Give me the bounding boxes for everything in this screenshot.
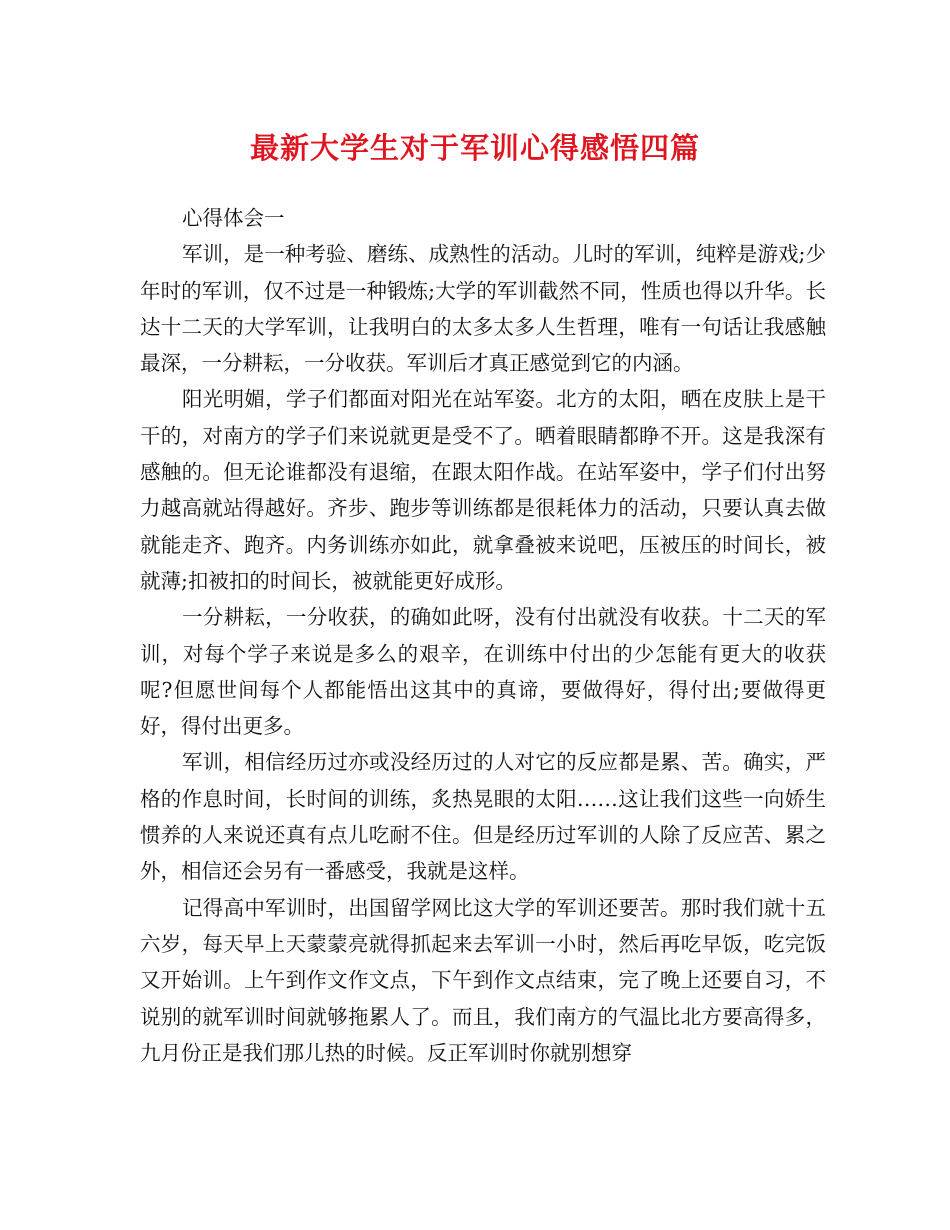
- document-title: 最新大学生对于军训心得感悟四篇: [249, 131, 700, 165]
- paragraph-2: 阳光明媚，学子们都面对阳光在站军姿。北方的太阳，晒在皮肤上是干干的，对南方的学子们来说就更是受不了。晒着眼睛都睁不开。这是我深有感触的。但无论谁都没有退缩，在跟太阳作战。在站军姿中，学子们付出努力越高就站得越好。齐步、跑步等训练都是很耗体力的活动，只要认真去做就能走齐、跑齐。内务训练亦如此，就拿叠被来说吧，压被压的时间长，被就薄;扣被扣的时间长，被就能更好成形。: [140, 387, 826, 593]
- document-body: [140, 200, 826, 1071]
- paragraph-5: 记得高中军训时，出国留学网比这大学的军训还要苦。那时我们就十五六岁，每天早上天蒙蒙亮就得抓起来去军训一小时，然后再吃早饭，吃完饭又开始训。上午到作文作文点，下午到作文点结束，完了晚上还要自习，不说别的就军训时间就够拖累人了。而且，我们南方的气温比北方要高得多，九月份正是我们那儿热的时候。反正军训时你就别想穿: [140, 895, 826, 1065]
- paragraph-1: 军训，是一种考验、磨练、成熟性的活动。儿时的军训，纯粹是游戏;少年时的军训，仅不过是一种锻炼;大学的军训截然不同，性质也得以升华。长达十二天的大学军训，让我明白的太多太多人生哲理，唯有一句话让我感触最深，一分耕耘，一分收获。军训后才真正感觉到它的内涵。: [140, 242, 826, 376]
- paragraph-4: 军训，相信经历过亦或没经历过的人对它的反应都是累、苦。确实，严格的作息时间，长时间的训练，炙热晃眼的太阳……这让我们这些一向娇生惯养的人来说还真有点儿吃耐不住。但是经历过军训的人除了反应苦、累之外，相信还会另有一番感受，我就是这样。: [140, 750, 826, 884]
- paragraph-3: 一分耕耘，一分收获，的确如此呀，没有付出就没有收获。十二天的军训，对每个学子来说是多么的艰辛，在训练中付出的少怎能有更大的收获呢?但愿世间每个人都能悟出这其中的真谛，要做得好，得付出;要做得更好，得付出更多。: [140, 605, 826, 739]
- section-heading: 心得体会一: [182, 206, 285, 230]
